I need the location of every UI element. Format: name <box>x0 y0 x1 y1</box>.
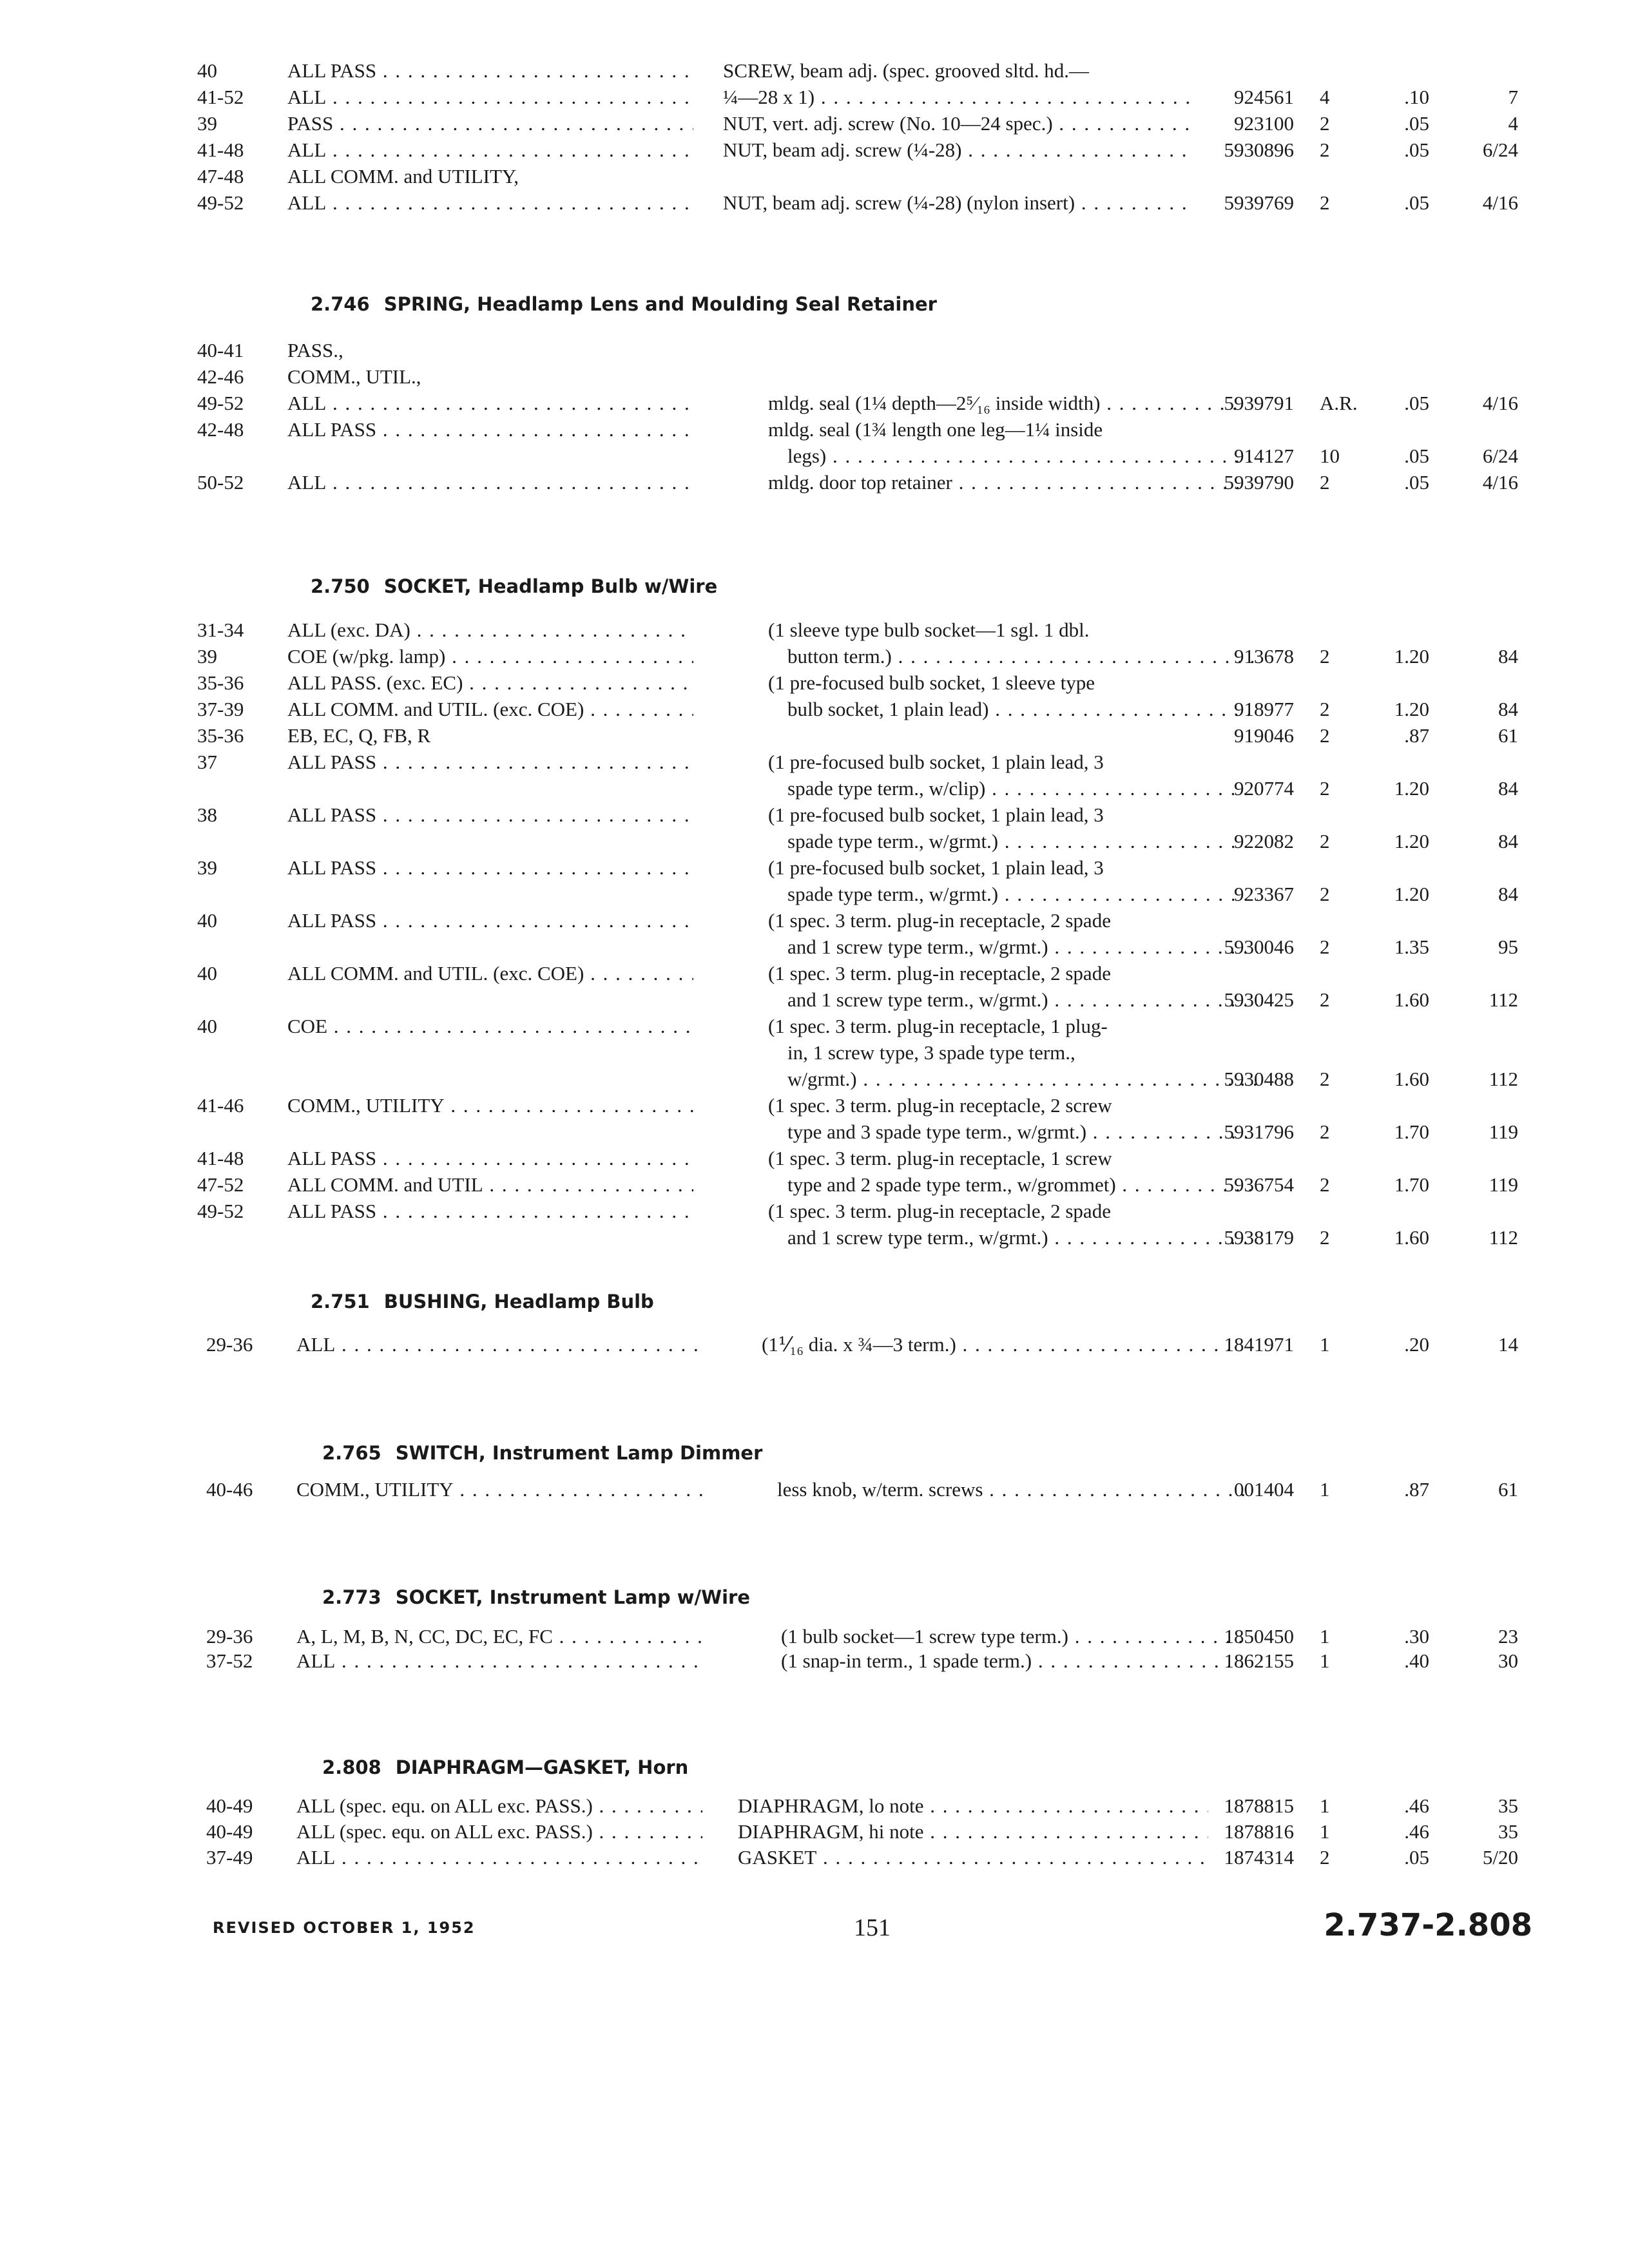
dealer-price: 84 <box>1498 777 1518 800</box>
dealer-price: 119 <box>1489 1173 1518 1196</box>
quantity: 2 <box>1320 645 1330 668</box>
dealer-price: 35 <box>1498 1820 1518 1843</box>
dealer-price: 84 <box>1498 698 1518 720</box>
quantity: 2 <box>1320 724 1330 747</box>
model-years: 31-34 <box>197 619 244 641</box>
part-description: DIAPHRAGM, lo note . . . <box>738 1793 1208 1819</box>
model-applicability: ALL . . . <box>287 470 693 495</box>
section-heading <box>322 1756 688 1778</box>
page-number: 151 <box>854 1914 891 1941</box>
dealer-price: 84 <box>1498 830 1518 852</box>
model-applicability: ALL PASS . . . <box>287 1146 693 1171</box>
section-heading <box>322 1586 750 1608</box>
part-description: (1 spec. 3 term. plug-in receptacle, 1 plug- <box>768 1015 1108 1037</box>
part-description: mldg. seal (1¾ length one leg—1¼ inside <box>768 418 1103 441</box>
model-applicability: ALL (spec. equ. on ALL exc. PASS.) . . . <box>296 1793 702 1819</box>
dealer-price: 95 <box>1498 936 1518 958</box>
list-price: .87 <box>1404 1478 1429 1501</box>
model-applicability: ALL PASS . . . <box>287 58 693 84</box>
model-years: 39 <box>197 645 217 668</box>
section-title: SOCKET, Instrument Lamp w/Wire <box>395 1586 750 1608</box>
part-description: (1 pre-focused bulb socket, 1 plain lead, 3 <box>768 856 1104 879</box>
model-years: 37-49 <box>206 1846 253 1869</box>
quantity: 1 <box>1320 1333 1330 1356</box>
model-applicability: EB, EC, Q, FB, R <box>287 724 431 747</box>
part-number: 1874314 <box>1224 1846 1294 1869</box>
section-number: 2.808 <box>322 1756 381 1778</box>
model-applicability: ALL . . . <box>296 1845 702 1870</box>
part-number: 923367 <box>1234 883 1294 905</box>
model-applicability: ALL . . . <box>287 390 693 416</box>
quantity: 2 <box>1320 191 1330 214</box>
list-price: 1.20 <box>1394 883 1429 905</box>
dealer-price: 112 <box>1489 1226 1518 1249</box>
part-number: 5939769 <box>1224 191 1294 214</box>
model-applicability: COMM., UTIL., <box>287 365 421 388</box>
part-description: (1 spec. 3 term. plug-in receptacle, 2 screw <box>768 1094 1112 1117</box>
section-title: SWITCH, Instrument Lamp Dimmer <box>395 1442 763 1464</box>
section-title: DIAPHRAGM—GASKET, Horn <box>395 1756 689 1778</box>
dealer-price: 30 <box>1498 1649 1518 1672</box>
model-applicability: ALL PASS . . . <box>287 749 693 775</box>
model-applicability: ALL . . . <box>287 137 693 163</box>
part-number: 5930046 <box>1224 936 1294 958</box>
dealer-price: 112 <box>1489 1068 1518 1090</box>
model-applicability: ALL PASS . . . <box>287 417 693 443</box>
part-description: in, 1 screw type, 3 spade type term., <box>787 1041 1075 1064</box>
model-years: 40-49 <box>206 1794 253 1817</box>
part-description: spade type term., w/grmt.) . . . <box>787 829 1258 854</box>
part-description: type and 2 spade type term., w/grommet) . . . <box>787 1172 1258 1198</box>
part-number: 5939790 <box>1224 471 1294 494</box>
quantity: 2 <box>1320 1120 1330 1143</box>
part-number: 1862155 <box>1224 1649 1294 1672</box>
list-price: 1.20 <box>1394 698 1429 720</box>
part-number: 5939791 <box>1224 392 1294 414</box>
quantity: 2 <box>1320 777 1330 800</box>
model-applicability: ALL PASS . . . <box>287 908 693 934</box>
quantity: 2 <box>1320 1226 1330 1249</box>
quantity: 2 <box>1320 1068 1330 1090</box>
list-price: 1.70 <box>1394 1120 1429 1143</box>
part-description: and 1 screw type term., w/grmt.) . . . <box>787 934 1258 960</box>
model-years: 39 <box>197 112 217 135</box>
model-applicability: ALL (spec. equ. on ALL exc. PASS.) . . . <box>296 1819 702 1845</box>
model-years: 37-39 <box>197 698 244 720</box>
part-number: 924561 <box>1234 86 1294 108</box>
model-applicability: PASS . . . <box>287 111 693 137</box>
part-description: spade type term., w/grmt.) . . . <box>787 881 1258 907</box>
quantity: 2 <box>1320 1846 1330 1869</box>
dealer-price: 119 <box>1489 1120 1518 1143</box>
part-description: bulb socket, 1 plain lead) . . . <box>787 697 1258 722</box>
part-number: 923100 <box>1234 112 1294 135</box>
model-applicability: COE . . . <box>287 1014 693 1039</box>
quantity: 1 <box>1320 1794 1330 1817</box>
model-applicability: ALL . . . <box>287 190 693 216</box>
model-years: 40 <box>197 59 217 82</box>
list-price: .87 <box>1404 724 1429 747</box>
quantity: 1 <box>1320 1625 1330 1648</box>
part-number: 1841971 <box>1224 1333 1294 1356</box>
quantity: 10 <box>1320 445 1340 467</box>
list-price: .30 <box>1404 1625 1429 1648</box>
list-price: 1.20 <box>1394 777 1429 800</box>
model-applicability: ALL COMM. and UTIL . . . <box>287 1172 693 1198</box>
part-description: (1 snap-in term., 1 spade term.) . . . <box>781 1648 1251 1674</box>
quantity: 2 <box>1320 883 1330 905</box>
part-number: 914127 <box>1234 445 1294 467</box>
model-years: 49-52 <box>197 191 244 214</box>
list-price: .46 <box>1404 1820 1429 1843</box>
part-description: less knob, w/term. screws . . . <box>777 1477 1248 1503</box>
part-number: 1878815 <box>1224 1794 1294 1817</box>
model-years: 40 <box>197 909 217 932</box>
part-number: 5931796 <box>1224 1120 1294 1143</box>
model-years: 40 <box>197 1015 217 1037</box>
quantity: 4 <box>1320 86 1330 108</box>
part-description: GASKET . . . <box>738 1845 1208 1870</box>
model-applicability: ALL COMM. and UTIL. (exc. COE) . . . <box>287 697 693 722</box>
model-years: 29-36 <box>206 1625 253 1648</box>
quantity: 2 <box>1320 830 1330 852</box>
part-number: 918977 <box>1234 698 1294 720</box>
part-description: NUT, beam adj. screw (¼-28) (nylon insert) . . . <box>723 190 1193 216</box>
part-number: 5930488 <box>1224 1068 1294 1090</box>
quantity: 1 <box>1320 1820 1330 1843</box>
part-description: NUT, beam adj. screw (¼-28) . . . <box>723 137 1193 163</box>
part-number: 5938179 <box>1224 1226 1294 1249</box>
model-applicability: ALL . . . <box>296 1648 702 1674</box>
dealer-price: 35 <box>1498 1794 1518 1817</box>
dealer-price: 5/20 <box>1482 1846 1518 1869</box>
section-number: 2.750 <box>311 575 370 597</box>
dealer-price: 23 <box>1498 1625 1518 1648</box>
part-number: 1850450 <box>1224 1625 1294 1648</box>
list-price: 1.60 <box>1394 1068 1429 1090</box>
model-years: 41-48 <box>197 1147 244 1169</box>
part-description: type and 3 spade type term., w/grmt.) . . . <box>787 1119 1258 1145</box>
part-description: (1 spec. 3 term. plug-in receptacle, 1 screw <box>768 1147 1112 1169</box>
list-price: .05 <box>1404 1846 1429 1869</box>
dealer-price: 84 <box>1498 883 1518 905</box>
list-price: .05 <box>1404 112 1429 135</box>
quantity: 2 <box>1320 936 1330 958</box>
part-description: (1 sleeve type bulb socket—1 sgl. 1 dbl. <box>768 619 1090 641</box>
part-description: legs) . . . <box>787 443 1258 469</box>
model-years: 40-49 <box>206 1820 253 1843</box>
model-years: 38 <box>197 803 217 826</box>
section-title: SOCKET, Headlamp Bulb w/Wire <box>383 575 718 597</box>
part-description: (1 spec. 3 term. plug-in receptacle, 2 spade <box>768 909 1111 932</box>
revision-date: REVISED OCTOBER 1, 1952 <box>213 1919 476 1937</box>
section-range: 2.737-2.808 <box>1324 1907 1532 1943</box>
list-price: 1.20 <box>1394 645 1429 668</box>
part-number: 1878816 <box>1224 1820 1294 1843</box>
list-price: .05 <box>1404 445 1429 467</box>
part-description: (1 spec. 3 term. plug-in receptacle, 2 spade <box>768 962 1111 985</box>
model-years: 40 <box>197 962 217 985</box>
dealer-price: 7 <box>1508 86 1518 108</box>
list-price: .05 <box>1404 191 1429 214</box>
list-price: 1.60 <box>1394 988 1429 1011</box>
part-description: SCREW, beam adj. (spec. grooved sltd. hd.— <box>723 59 1089 82</box>
section-number: 2.751 <box>311 1291 370 1312</box>
list-price: .46 <box>1404 1794 1429 1817</box>
model-applicability: ALL PASS . . . <box>287 1198 693 1224</box>
model-years: 41-52 <box>197 86 244 108</box>
model-applicability: COMM., UTILITY . . . <box>287 1093 693 1119</box>
part-number: 5936754 <box>1224 1173 1294 1196</box>
model-applicability: COMM., UTILITY . . . <box>296 1477 702 1503</box>
list-price: 1.70 <box>1394 1173 1429 1196</box>
model-applicability: ALL PASS . . . <box>287 802 693 828</box>
list-price: .05 <box>1404 139 1429 161</box>
section-heading <box>311 293 937 315</box>
section-title: BUSHING, Headlamp Bulb <box>383 1291 654 1312</box>
part-number: 922082 <box>1234 830 1294 852</box>
model-applicability: ALL PASS . . . <box>287 855 693 881</box>
quantity: 1 <box>1320 1478 1330 1501</box>
list-price: .20 <box>1404 1333 1429 1356</box>
model-years: 47-48 <box>197 165 244 187</box>
list-price: .10 <box>1404 86 1429 108</box>
model-years: 49-52 <box>197 392 244 414</box>
quantity: 2 <box>1320 471 1330 494</box>
model-applicability: ALL PASS. (exc. EC) . . . <box>287 670 693 696</box>
part-description: (1 pre-focused bulb socket, 1 sleeve type <box>768 671 1095 694</box>
part-number: 913678 <box>1234 645 1294 668</box>
section-title: SPRING, Headlamp Lens and Moulding Seal Retainer <box>383 293 937 315</box>
model-applicability: ALL (exc. DA) . . . <box>287 617 693 643</box>
part-description: NUT, vert. adj. screw (No. 10—24 spec.) . . . <box>723 111 1193 137</box>
part-description: (1 spec. 3 term. plug-in receptacle, 2 spade <box>768 1200 1111 1222</box>
model-years: 47-52 <box>197 1173 244 1196</box>
quantity: 2 <box>1320 988 1330 1011</box>
dealer-price: 4/16 <box>1482 392 1518 414</box>
model-years: 42-46 <box>197 365 244 388</box>
model-years: 40-41 <box>197 339 244 361</box>
part-description: mldg. seal (1¼ depth—2⁵⁄₁₆ inside width) . . . <box>768 390 1239 416</box>
quantity: 1 <box>1320 1649 1330 1672</box>
model-applicability: A, L, M, B, N, CC, DC, EC, FC . . . <box>296 1624 702 1649</box>
quantity: A.R. <box>1320 392 1358 414</box>
list-price: 1.20 <box>1394 830 1429 852</box>
part-description: (1⅟₁₆ dia. x ¾—3 term.) . . . <box>762 1332 1232 1358</box>
dealer-price: 4/16 <box>1482 471 1518 494</box>
model-applicability: ALL . . . <box>296 1332 702 1358</box>
part-description: (1 bulb socket—1 screw type term.) . . . <box>781 1624 1251 1649</box>
section-number: 2.773 <box>322 1586 381 1608</box>
list-price: .40 <box>1404 1649 1429 1672</box>
part-description: button term.) . . . <box>787 644 1258 669</box>
model-applicability: ALL . . . <box>287 84 693 110</box>
section-number: 2.746 <box>311 293 370 315</box>
part-number: 920774 <box>1234 777 1294 800</box>
model-years: 37-52 <box>206 1649 253 1672</box>
part-number: 001404 <box>1234 1478 1294 1501</box>
list-price: .05 <box>1404 471 1429 494</box>
list-price: 1.60 <box>1394 1226 1429 1249</box>
list-price: 1.35 <box>1394 936 1429 958</box>
dealer-price: 4/16 <box>1482 191 1518 214</box>
section-heading <box>322 1442 762 1464</box>
model-years: 29-36 <box>206 1333 253 1356</box>
part-description: (1 pre-focused bulb socket, 1 plain lead, 3 <box>768 751 1104 773</box>
model-years: 37 <box>197 751 217 773</box>
model-applicability: ALL COMM. and UTIL. (exc. COE) . . . <box>287 961 693 986</box>
model-years: 49-52 <box>197 1200 244 1222</box>
part-description: spade type term., w/clip) . . . <box>787 776 1258 802</box>
dealer-price: 6/24 <box>1482 139 1518 161</box>
list-price: .05 <box>1404 392 1429 414</box>
dealer-price: 14 <box>1498 1333 1518 1356</box>
quantity: 2 <box>1320 698 1330 720</box>
part-description: w/grmt.) . . . <box>787 1066 1258 1092</box>
part-number: 919046 <box>1234 724 1294 747</box>
dealer-price: 6/24 <box>1482 445 1518 467</box>
quantity: 2 <box>1320 112 1330 135</box>
quantity: 2 <box>1320 139 1330 161</box>
dealer-price: 61 <box>1498 1478 1518 1501</box>
part-description: and 1 screw type term., w/grmt.) . . . <box>787 1225 1258 1251</box>
model-years: 42-48 <box>197 418 244 441</box>
dealer-price: 112 <box>1489 988 1518 1011</box>
model-years: 35-36 <box>197 671 244 694</box>
dealer-price: 61 <box>1498 724 1518 747</box>
model-years: 40-46 <box>206 1478 253 1501</box>
part-description: ¼—28 x 1) . . . <box>723 84 1193 110</box>
model-applicability: PASS., <box>287 339 343 361</box>
model-applicability: ALL COMM. and UTILITY, <box>287 165 519 187</box>
model-applicability: COE (w/pkg. lamp) . . . <box>287 644 693 669</box>
model-years: 41-48 <box>197 139 244 161</box>
section-heading <box>311 1291 654 1312</box>
part-number: 5930425 <box>1224 988 1294 1011</box>
section-heading <box>311 575 717 597</box>
dealer-price: 4 <box>1508 112 1518 135</box>
quantity: 2 <box>1320 1173 1330 1196</box>
model-years: 50-52 <box>197 471 244 494</box>
dealer-price: 84 <box>1498 645 1518 668</box>
model-years: 39 <box>197 856 217 879</box>
section-number: 2.765 <box>322 1442 381 1464</box>
part-description: and 1 screw type term., w/grmt.) . . . <box>787 987 1258 1013</box>
part-description: (1 pre-focused bulb socket, 1 plain lead, 3 <box>768 803 1104 826</box>
part-description: DIAPHRAGM, hi note . . . <box>738 1819 1208 1845</box>
part-description: mldg. door top retainer . . . <box>768 470 1239 495</box>
model-years: 41-46 <box>197 1094 244 1117</box>
model-years: 35-36 <box>197 724 244 747</box>
part-number: 5930896 <box>1224 139 1294 161</box>
